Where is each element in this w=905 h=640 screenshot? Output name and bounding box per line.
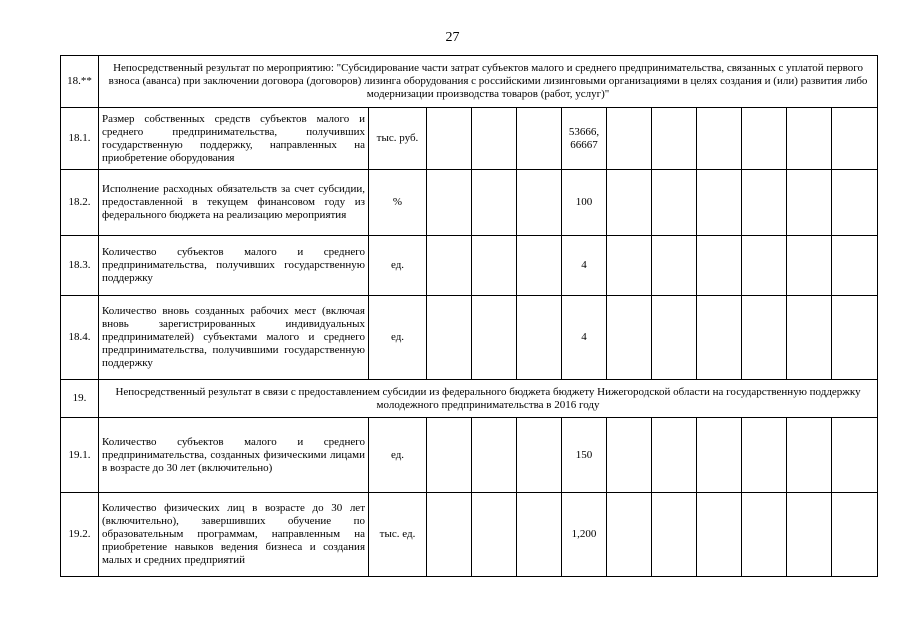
results-table <box>60 55 878 577</box>
empty-cell <box>697 108 742 170</box>
empty-cell <box>607 493 652 577</box>
unit-cell: тыс. ед. <box>369 493 427 577</box>
row-number: 18.1. <box>61 108 99 170</box>
empty-cell <box>742 493 787 577</box>
row-number: 19.1. <box>61 418 99 493</box>
empty-cell <box>607 236 652 296</box>
empty-cell <box>787 108 832 170</box>
indicator-description: Количество вновь созданных рабочих мест (включая вновь зарегистрированных индивидуальных предпринимателей) субъектами малого и среднего предпринимательства, получившими государственную поддержку <box>99 296 369 380</box>
empty-cell <box>652 108 697 170</box>
empty-cell <box>607 418 652 493</box>
empty-cell <box>652 170 697 236</box>
empty-cell <box>832 108 878 170</box>
empty-cell <box>787 170 832 236</box>
empty-cell <box>607 108 652 170</box>
indicator-description: Исполнение расходных обязательств за счет субсидии, предоставленной в текущем финансовом году из федерального бюджета на реализацию мероприятия <box>99 170 369 236</box>
empty-cell <box>832 296 878 380</box>
empty-cell <box>427 296 472 380</box>
row-number: 18.4. <box>61 296 99 380</box>
empty-cell <box>832 418 878 493</box>
table-row <box>61 108 878 170</box>
empty-cell <box>517 493 562 577</box>
row-number: 18.3. <box>61 236 99 296</box>
page-number: 27 <box>445 30 460 45</box>
table-row <box>61 418 878 493</box>
empty-cell <box>742 418 787 493</box>
empty-cell <box>832 170 878 236</box>
value-cell <box>562 296 607 380</box>
empty-cell <box>607 170 652 236</box>
unit-cell: ед. <box>369 296 427 380</box>
value-cell <box>562 418 607 493</box>
empty-cell <box>742 236 787 296</box>
empty-cell <box>787 493 832 577</box>
empty-cell <box>427 108 472 170</box>
empty-cell <box>607 296 652 380</box>
unit-cell: ед. <box>369 418 427 493</box>
section-title: Непосредственный результат по мероприятию: "Субсидирование части затрат субъектов малого и среднего предпринимательства, связанных с уплатой первого взноса (аванса) при заключении договора (договоров) лизинга оборудования с российскими лизинговыми организациями в целях создания и (или) развития либо модернизации производства товаров (работ, услуг)" <box>99 56 878 108</box>
value-cell <box>562 493 607 577</box>
empty-cell <box>427 418 472 493</box>
empty-cell <box>742 296 787 380</box>
table-row <box>61 236 878 296</box>
empty-cell <box>787 418 832 493</box>
empty-cell <box>472 236 517 296</box>
section-row <box>61 380 878 418</box>
section-row <box>61 56 878 108</box>
value-line: 53666, <box>568 125 600 138</box>
empty-cell <box>697 296 742 380</box>
empty-cell <box>742 108 787 170</box>
empty-cell <box>697 170 742 236</box>
table-body <box>61 56 878 577</box>
empty-cell <box>787 296 832 380</box>
value-line: 1,200 <box>571 528 597 540</box>
unit-cell: ед. <box>369 236 427 296</box>
empty-cell <box>652 418 697 493</box>
empty-cell <box>652 296 697 380</box>
table-row <box>61 493 878 577</box>
value-line: 4 <box>581 331 587 343</box>
indicator-description: Размер собственных средств субъектов малого и среднего предпринимательства, получивших государственную поддержку, направленных на приобретение оборудования <box>99 108 369 170</box>
empty-cell <box>427 170 472 236</box>
empty-cell <box>472 493 517 577</box>
empty-cell <box>652 236 697 296</box>
empty-cell <box>742 170 787 236</box>
value-cell <box>562 170 607 236</box>
empty-cell <box>832 236 878 296</box>
table-row <box>61 296 878 380</box>
empty-cell <box>472 170 517 236</box>
empty-cell <box>472 418 517 493</box>
empty-cell <box>517 418 562 493</box>
value-cell <box>562 108 607 170</box>
unit-cell: тыс. руб. <box>369 108 427 170</box>
value-line: 66667 <box>570 138 598 151</box>
value-line: 4 <box>581 259 587 271</box>
section-title: Непосредственный результат в связи с предоставлением субсидии из федерального бюджета бюджету Нижегородской области на государственную поддержку молодежного предпринимательства в 2016 году <box>99 380 878 418</box>
empty-cell <box>517 108 562 170</box>
value-line: 150 <box>575 448 593 461</box>
empty-cell <box>472 296 517 380</box>
table-row <box>61 170 878 236</box>
unit-cell: % <box>369 170 427 236</box>
row-number: 18.** <box>61 56 99 108</box>
empty-cell <box>517 236 562 296</box>
empty-cell <box>427 236 472 296</box>
indicator-description: Количество субъектов малого и среднего предпринимательства, созданных физическими лицами в возрасте до 30 лет (включительно) <box>99 418 369 493</box>
empty-cell <box>517 170 562 236</box>
empty-cell <box>697 493 742 577</box>
empty-cell <box>517 296 562 380</box>
empty-cell <box>697 236 742 296</box>
empty-cell <box>652 493 697 577</box>
indicator-description: Количество субъектов малого и среднего предпринимательства, получивших государственную поддержку <box>99 236 369 296</box>
empty-cell <box>697 418 742 493</box>
row-number: 19. <box>61 380 99 418</box>
empty-cell <box>832 493 878 577</box>
row-number: 19.2. <box>61 493 99 577</box>
row-number: 18.2. <box>61 170 99 236</box>
empty-cell <box>787 236 832 296</box>
empty-cell <box>427 493 472 577</box>
indicator-description: Количество физических лиц в возрасте до 30 лет (включительно), завершивших обучение по образовательным программам, направленным на приобретение навыков ведения бизнеса и создания малых и средних предприятий <box>99 493 369 577</box>
empty-cell <box>472 108 517 170</box>
value-cell <box>562 236 607 296</box>
value-line: 100 <box>575 196 593 208</box>
